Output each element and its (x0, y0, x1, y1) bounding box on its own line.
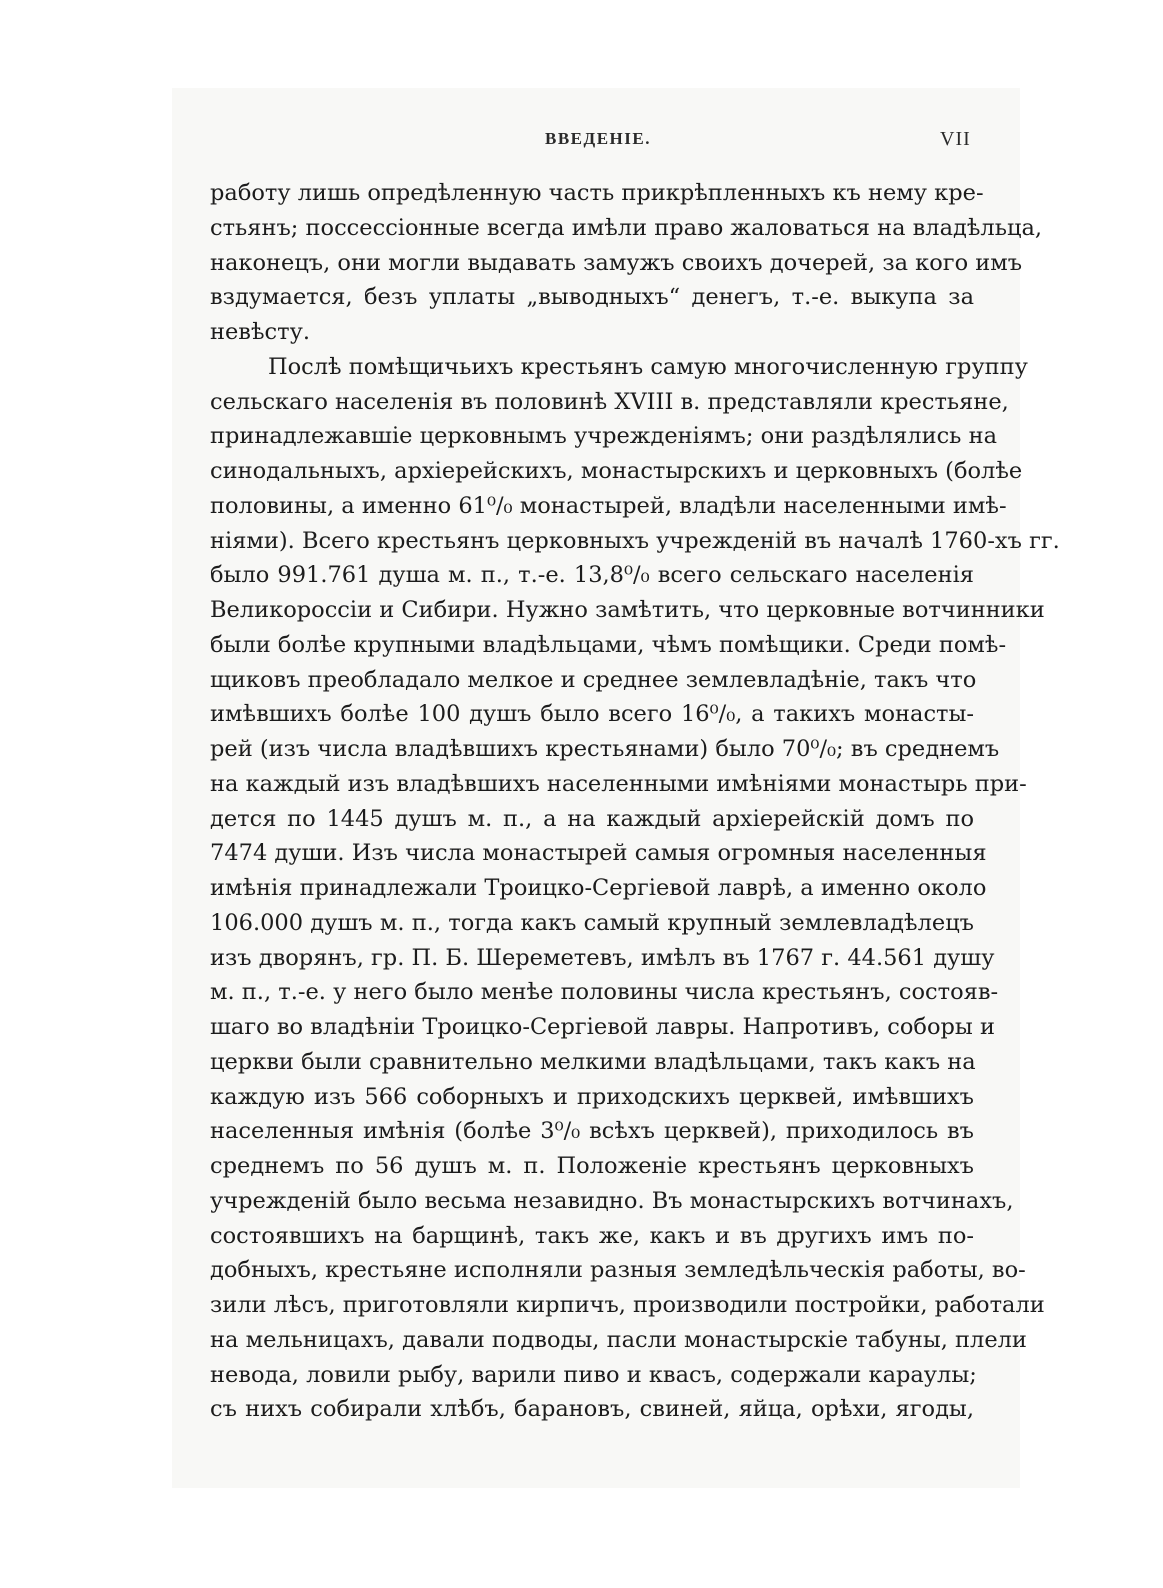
text-line: 7474 души. Изъ числа монастырей самыя огромныя населенныя (210, 840, 987, 867)
text-line: населенныя имѣнія (болѣе 3⁰/₀ всѣхъ церквей), приходилось въ (210, 1118, 974, 1145)
text-line: учрежденій было весьма незавидно. Въ монастырскихъ вотчинахъ, (210, 1187, 1014, 1214)
text-line: принадлежавшіе церковнымъ учрежденіямъ; они раздѣлялись на (210, 423, 997, 450)
text-line: на каждый изъ владѣвшихъ населенными имѣніями монастырь при- (210, 770, 1027, 797)
text-line: ніями). Всего крестьянъ церковныхъ учрежденій въ началѣ 1760-хъ гг. (210, 527, 1060, 554)
text-line: работу лишь опредѣленную часть прикрѣпленныхъ къ нему кре- (210, 180, 984, 206)
text-line: зили лѣсъ, приготовляли кирпичъ, производили постройки, работали (210, 1292, 1045, 1318)
text-line: щиковъ преобладало мелкое и среднее землевладѣніе, такъ что (210, 666, 977, 693)
text-line: 106.000 душъ м. п., тогда какъ самый крупный землевладѣлецъ (210, 909, 974, 936)
text-line: на мельницахъ, давали подводы, пасли монастырскіе табуны, плели (210, 1326, 1027, 1353)
paragraph-first-line: Послѣ помѣщичьихъ крестьянъ самую многочисленную группу (268, 353, 1028, 380)
text-line: рей (изъ числа владѣвшихъ крестьянами) было 70⁰/₀; въ среднемъ (210, 736, 1000, 762)
text-body (210, 176, 1060, 1427)
text-line: стьянъ; поссессіонные всегда имѣли право жаловаться на владѣльца, (210, 214, 1043, 241)
text-line: Великороссіи и Сибири. Нужно замѣтить, что церковные вотчинники (210, 597, 1045, 623)
text-line: были болѣе крупными владѣльцами, чѣмъ помѣщики. Среди помѣ- (210, 631, 1007, 658)
text-line: изъ дворянъ, гр. П. Б. Шереметевъ, имѣлъ въ 1767 г. 44.561 душу (210, 944, 995, 971)
page-number: VII (940, 128, 971, 150)
text-line: невода, ловили рыбу, варили пиво и квасъ, содержали караулы; (210, 1361, 977, 1388)
text-line: половины, а именно 61⁰/₀ монастырей, владѣли населенными имѣ- (210, 492, 1007, 519)
text-line: было 991.761 душа м. п., т.-е. 13,8⁰/₀ всего сельскаго населенія (210, 562, 974, 589)
text-line: среднемъ по 56 душъ м. п. Положеніе крестьянъ церковныхъ (210, 1153, 974, 1179)
text-line: синодальныхъ, архіерейскихъ, монастырскихъ и церковныхъ (болѣе (210, 458, 1023, 484)
text-line: состоявшихъ на барщинѣ, такъ же, какъ и въ другихъ имъ по- (210, 1222, 974, 1249)
text-line: вздумается, безъ уплаты „выводныхъ“ денегъ, т.-е. выкупа за (210, 284, 974, 311)
text-line: имѣвшихъ болѣе 100 душъ было всего 16⁰/₀, а такихъ монасты- (210, 701, 974, 728)
text-line: м. п., т.-е. у него было менѣе половины числа крестьянъ, состояв- (210, 979, 999, 1006)
text-line: добныхъ, крестьяне исполняли разныя земледѣльческія работы, во- (210, 1257, 1026, 1284)
text-line: дется по 1445 душъ м. п., а на каждый архіерейскій домъ по (210, 805, 974, 832)
text-line: шаго во владѣніи Троицко-Сергіевой лавры. Напротивъ, соборы и (210, 1014, 995, 1040)
text-line: каждую изъ 566 соборныхъ и приходскихъ церквей, имѣвшихъ (210, 1083, 974, 1110)
text-line: сельскаго населенія въ половинѣ XVIII в. представляли крестьяне, (210, 388, 1009, 415)
text-line: имѣнія принадлежали Троицко-Сергіевой лаврѣ, а именно около (210, 875, 987, 901)
running-title: ВВЕДЕНІЕ. (545, 129, 651, 148)
text-line: церкви были сравнительно мелкими владѣльцами, такъ какъ на (210, 1048, 976, 1075)
text-line: невѣсту. (210, 319, 310, 345)
text-line: наконецъ, они могли выдавать замужъ своихъ дочерей, за кого имъ (210, 249, 1023, 276)
text-line: съ нихъ собирали хлѣбъ, барановъ, свиней, яйца, орѣхи, ягоды, (210, 1396, 974, 1423)
